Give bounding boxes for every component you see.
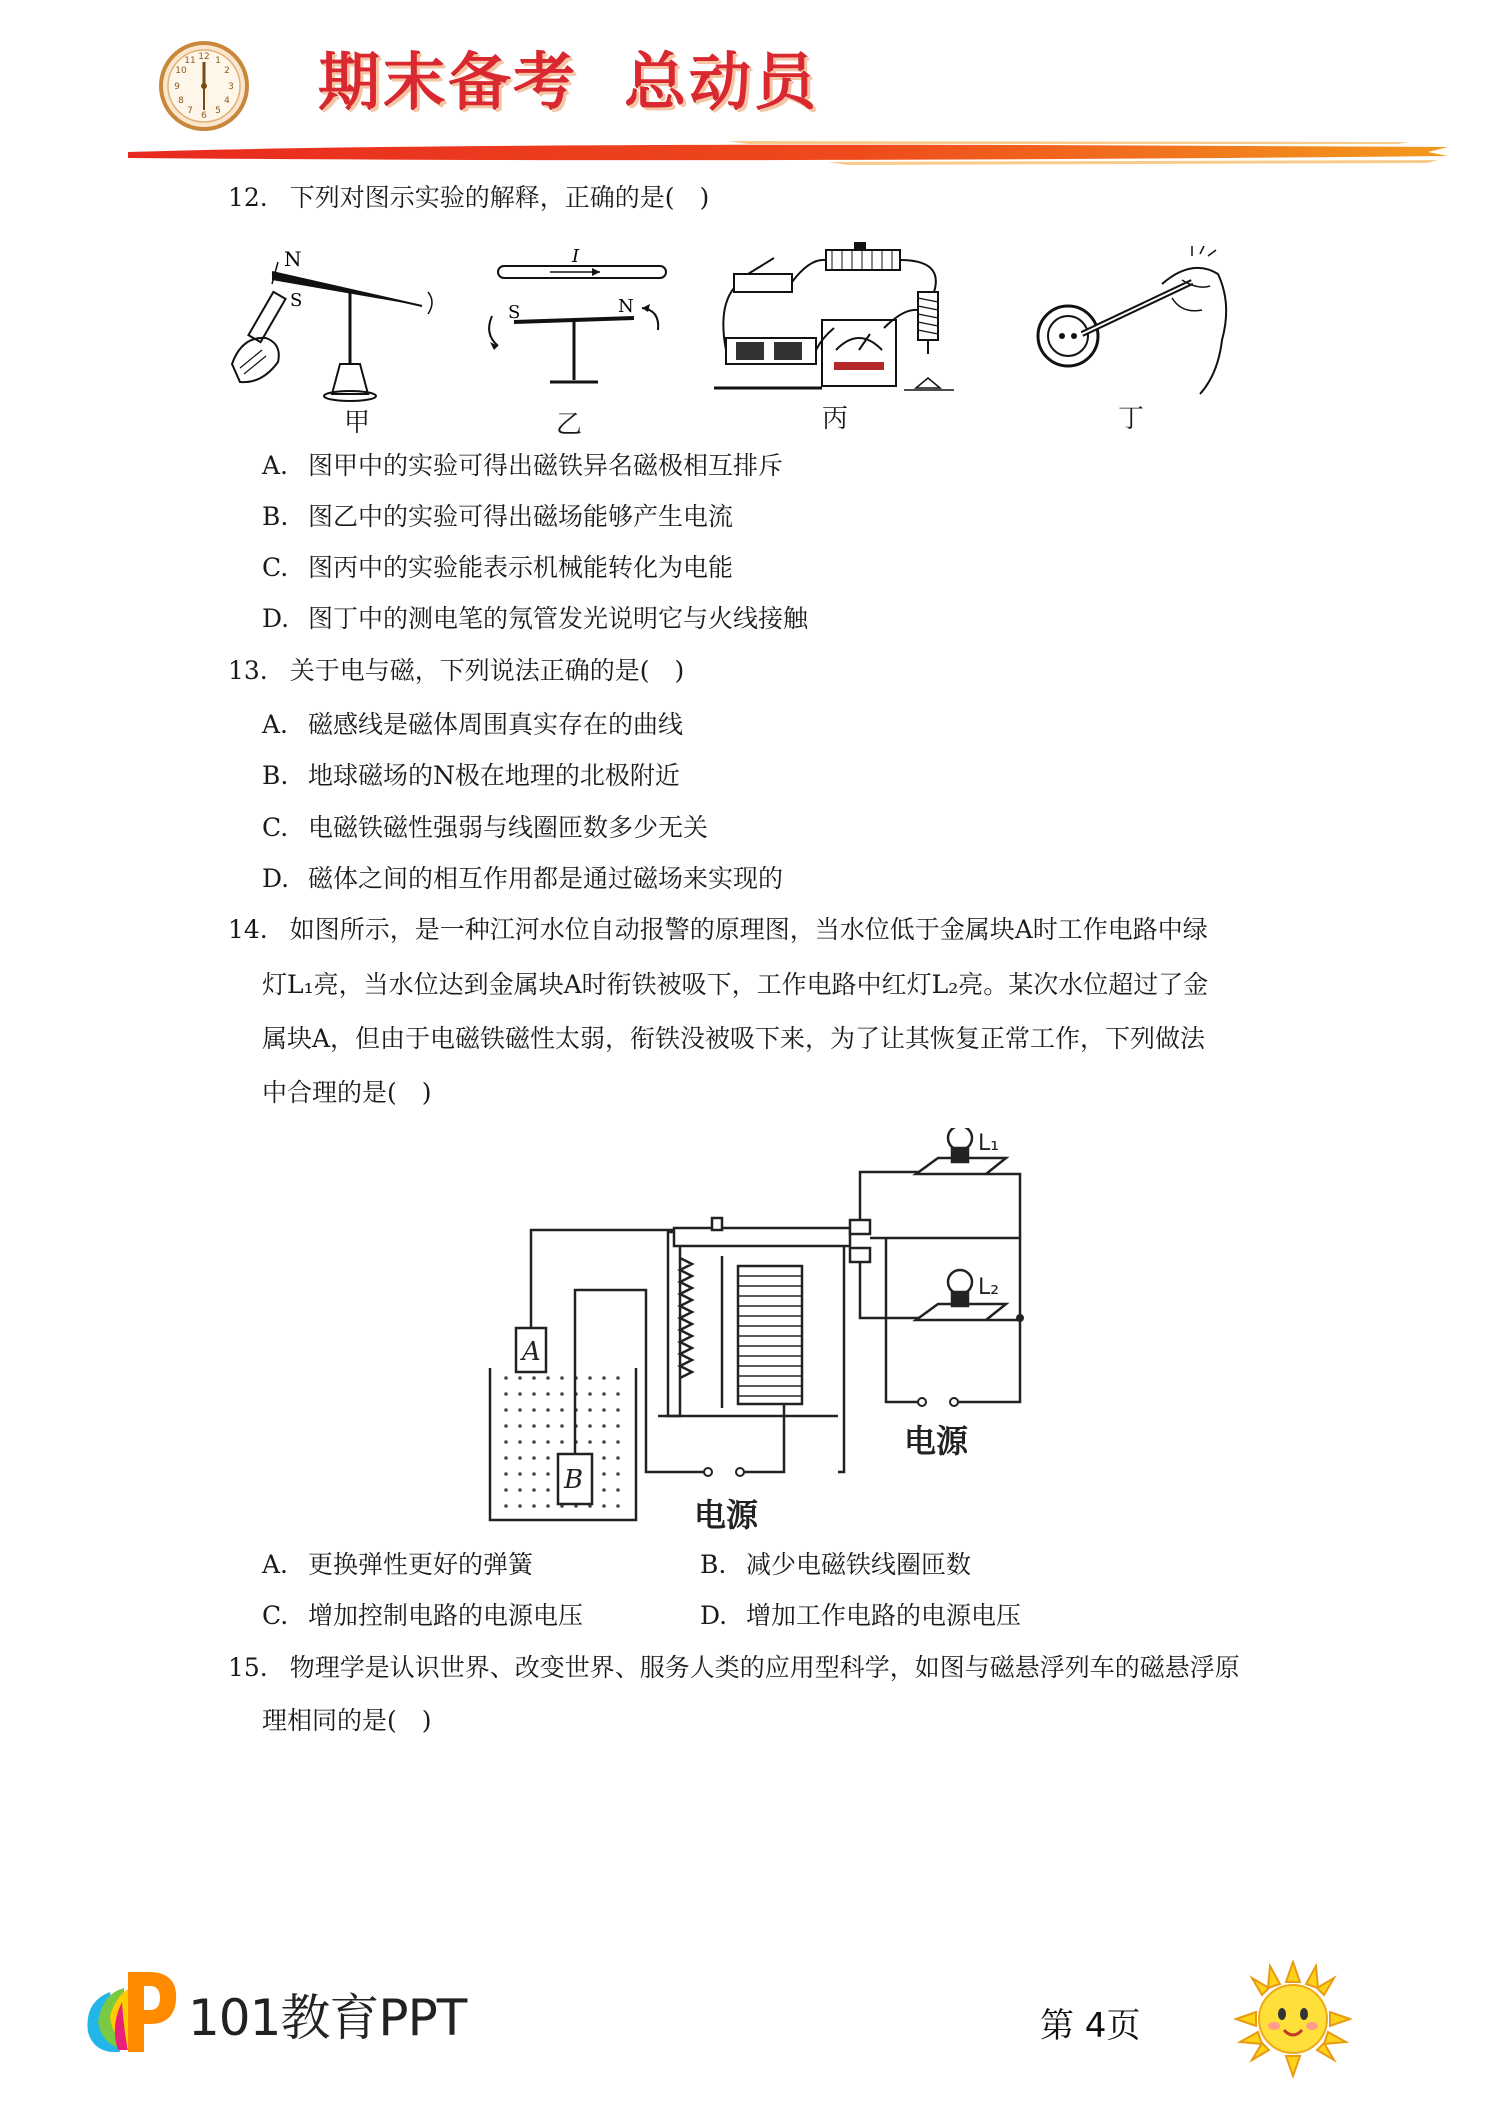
label-lamp-l1: L₁ (978, 1131, 1000, 1156)
question-number: 14. (228, 915, 268, 944)
option-text: 图甲中的实验可得出磁铁异名磁极相互排斥 (308, 451, 784, 480)
option-letter: B. (262, 502, 289, 531)
label-block-b: B (564, 1465, 584, 1495)
brand-name: 101教育PPT (188, 1989, 467, 2047)
page-number: 第 4页 (1040, 2006, 1141, 2046)
svg-text:10: 10 (175, 66, 187, 76)
svg-text:2: 2 (224, 66, 230, 76)
q14-option-b[interactable] (700, 1547, 971, 1583)
water-level-alarm-diagram (486, 1128, 1046, 1538)
question-15-line2: 理相同的是( ) (262, 1706, 432, 1735)
label-lamp-l2: L₂ (978, 1275, 1000, 1300)
svg-text:3: 3 (228, 82, 234, 92)
q12-option-a[interactable] (262, 448, 783, 484)
option-letter: A. (262, 710, 289, 739)
banner-title-part1: 期末备考 (318, 45, 579, 118)
banner-title-part2: 总动员 (624, 45, 820, 118)
option-text: 磁体之间的相互作用都是通过磁场来实现的 (308, 864, 784, 893)
header-brush-stripe (128, 138, 1448, 168)
svg-text:4: 4 (224, 96, 230, 106)
clock-icon (158, 40, 250, 132)
figure-label-bing: 丙 (822, 404, 849, 434)
q14-option-c[interactable] (262, 1598, 583, 1634)
q13-option-b[interactable] (262, 758, 680, 794)
option-text: 地球磁场的N极在地理的北极附近 (308, 761, 680, 790)
option-text: 增加控制电路的电源电压 (308, 1601, 584, 1630)
svg-text:12: 12 (198, 52, 210, 62)
option-letter: C. (262, 1601, 289, 1630)
question-number: 15. (228, 1653, 268, 1682)
figure-label-yi: 乙 (556, 410, 583, 440)
banner-title (318, 32, 819, 121)
figure-bing-electromagnet-circuit (714, 238, 984, 398)
svg-text:8: 8 (178, 96, 184, 106)
option-text: 图丁中的测电笔的氖管发光说明它与火线接触 (308, 604, 809, 633)
question-14-line2: 灯L₁亮，当水位达到金属块A时衔铁被吸下，工作电路中红灯L₂亮。某次水位超过了金 (262, 970, 1209, 999)
svg-text:7: 7 (187, 106, 193, 116)
option-text: 减少电磁铁线圈匝数 (746, 1550, 972, 1579)
option-text: 磁感线是磁体周围真实存在的曲线 (308, 710, 684, 739)
figure-yi-oersted (470, 246, 680, 406)
question-13-stem (228, 653, 684, 689)
figure-jia-magnet-needle (222, 244, 448, 404)
option-letter: C. (262, 553, 289, 582)
svg-text:9: 9 (174, 82, 180, 92)
brand-logo-icon (80, 1962, 180, 2062)
q13-option-c[interactable] (262, 810, 708, 846)
svg-text:11: 11 (184, 56, 196, 66)
question-14-line3: 属块A，但由于电磁铁磁性太弱，衔铁没被吸下来，为了让其恢复正常工作，下列做法 (262, 1024, 1206, 1053)
option-letter: B. (262, 761, 289, 790)
question-number: 13. (228, 656, 268, 685)
option-letter: D. (262, 864, 290, 893)
question-text: 物理学是认识世界、改变世界、服务人类的应用型科学，如图与磁悬浮列车的磁悬浮原 (289, 1653, 1240, 1682)
question-14-line4: 中合理的是( ) (262, 1078, 432, 1107)
label-s: S (290, 290, 303, 311)
q13-option-d[interactable] (262, 861, 783, 897)
question-text: 关于电与磁，下列说法正确的是( ) (289, 656, 685, 685)
option-text: 图乙中的实验可得出磁场能够产生电流 (308, 502, 734, 531)
question-number: 12. (228, 183, 268, 212)
option-text: 更换弹性更好的弹簧 (308, 1550, 534, 1579)
option-letter: D. (700, 1601, 728, 1630)
option-letter: D. (262, 604, 290, 633)
svg-text:5: 5 (215, 106, 221, 116)
q12-option-b[interactable] (262, 499, 733, 535)
figure-label-ding: 丁 (1118, 404, 1145, 434)
svg-text:1: 1 (215, 56, 221, 66)
figure-label-jia: 甲 (344, 408, 371, 438)
question-14-line1 (228, 912, 1208, 948)
question-text: 如图所示，是一种江河水位自动报警的原理图，当水位低于金属块A时工作电路中绿 (289, 915, 1208, 944)
label-current: I (572, 246, 580, 267)
label-n: N (284, 247, 302, 271)
option-letter: B. (700, 1550, 727, 1579)
sun-icon (1234, 1960, 1352, 2078)
option-letter: A. (262, 1550, 289, 1579)
figure-ding-test-pen (1022, 244, 1242, 404)
q12-option-c[interactable] (262, 550, 733, 586)
q12-option-d[interactable] (262, 601, 808, 637)
q14-option-d[interactable] (700, 1598, 1021, 1634)
q14-option-a[interactable] (262, 1547, 533, 1583)
option-letter: A. (262, 451, 289, 480)
svg-text:6: 6 (201, 111, 207, 121)
label-block-a: A (522, 1337, 541, 1367)
option-text: 图丙中的实验能表示机械能转化为电能 (308, 553, 734, 582)
question-12-stem (228, 180, 709, 216)
label-power-control: 电源 (694, 1496, 759, 1534)
option-letter: C. (262, 813, 289, 842)
question-text: 下列对图示实验的解释，正确的是( ) (289, 183, 710, 212)
q13-option-a[interactable] (262, 707, 683, 743)
label-s: S (508, 302, 521, 323)
option-text: 增加工作电路的电源电压 (746, 1601, 1022, 1630)
label-n: N (618, 296, 634, 317)
option-text: 电磁铁磁性强弱与线圈匝数多少无关 (308, 813, 709, 842)
label-power-working: 电源 (904, 1422, 969, 1460)
question-15-line1 (228, 1650, 1240, 1686)
